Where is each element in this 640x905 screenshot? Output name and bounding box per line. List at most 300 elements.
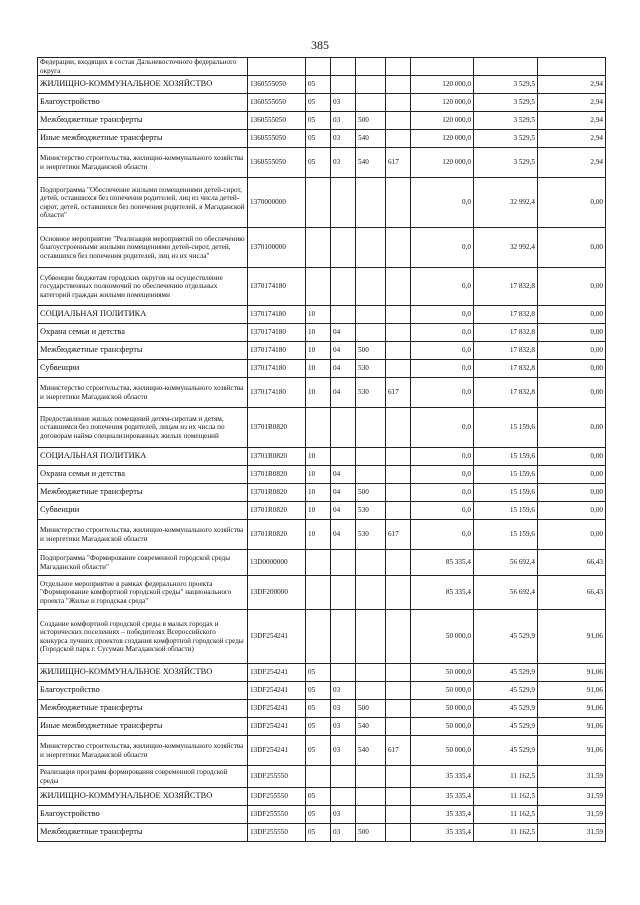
- row-section: 10: [306, 306, 331, 324]
- row-plan: 0,0: [411, 466, 474, 484]
- row-subsection: 04: [331, 378, 356, 408]
- row-subsection: 03: [331, 130, 356, 148]
- row-expense-type: 530: [356, 378, 386, 408]
- row-department: [386, 576, 411, 610]
- row-executed: 11 162,5: [474, 766, 538, 788]
- row-section: [306, 58, 331, 76]
- row-department: 617: [386, 736, 411, 766]
- row-code: 1360555050: [248, 76, 306, 94]
- row-subsection: 03: [331, 700, 356, 718]
- row-expense-type: 540: [356, 718, 386, 736]
- row-code: 13DF254241: [248, 610, 306, 664]
- row-executed: 45 529,9: [474, 682, 538, 700]
- row-name: Министерство строительства, жилищно-коммунального хозяйства и энергетики Магаданской области: [38, 378, 248, 408]
- row-department: [386, 664, 411, 682]
- row-plan: 0,0: [411, 342, 474, 360]
- row-subsection: [331, 788, 356, 806]
- row-executed: 45 529,9: [474, 610, 538, 664]
- row-subsection: [331, 576, 356, 610]
- row-expense-type: [356, 664, 386, 682]
- row-code: 1370100000: [248, 228, 306, 268]
- row-subsection: [331, 664, 356, 682]
- row-percent: 0,00: [538, 484, 606, 502]
- row-subsection: [331, 268, 356, 306]
- row-code: 13DF255550: [248, 806, 306, 824]
- row-percent: 91,06: [538, 610, 606, 664]
- row-name: ЖИЛИЩНО-КОММУНАЛЬНОЕ ХОЗЯЙСТВО: [38, 76, 248, 94]
- table-row: [38, 76, 606, 94]
- row-plan: 0,0: [411, 306, 474, 324]
- row-plan: 35 335,4: [411, 766, 474, 788]
- page-number: 385: [311, 38, 329, 52]
- row-subsection: [331, 306, 356, 324]
- row-percent: 0,00: [538, 378, 606, 408]
- table-row: [38, 360, 606, 378]
- row-plan: 85 335,4: [411, 576, 474, 610]
- row-percent: 0,00: [538, 466, 606, 484]
- row-section: 05: [306, 94, 331, 112]
- row-expense-type: [356, 682, 386, 700]
- row-code: 13DF255550: [248, 766, 306, 788]
- row-subsection: 04: [331, 466, 356, 484]
- row-department: [386, 700, 411, 718]
- row-section: 10: [306, 484, 331, 502]
- row-subsection: [331, 448, 356, 466]
- row-expense-type: [356, 58, 386, 76]
- row-percent: 2,94: [538, 76, 606, 94]
- row-executed: 3 529,5: [474, 112, 538, 130]
- row-section: 05: [306, 130, 331, 148]
- row-department: [386, 408, 411, 448]
- row-expense-type: 500: [356, 700, 386, 718]
- row-department: [386, 130, 411, 148]
- row-section: 10: [306, 502, 331, 520]
- row-department: [386, 788, 411, 806]
- row-subsection: 03: [331, 682, 356, 700]
- row-section: [306, 408, 331, 448]
- row-executed: 17 832,8: [474, 378, 538, 408]
- row-code: 13701R0820: [248, 448, 306, 466]
- row-percent: 2,94: [538, 148, 606, 178]
- row-name: Отдельное мероприятие в рамках федерального проекта "Формирование комфортной городской среды" национального проекта "Жилье и городская среда": [38, 576, 248, 610]
- row-percent: 66,43: [538, 550, 606, 576]
- row-executed: 17 832,8: [474, 306, 538, 324]
- row-percent: 91,06: [538, 736, 606, 766]
- row-department: [386, 58, 411, 76]
- table-row: [38, 824, 606, 842]
- row-plan: 0,0: [411, 378, 474, 408]
- table-row: [38, 484, 606, 502]
- row-subsection: 03: [331, 718, 356, 736]
- row-plan: 0,0: [411, 228, 474, 268]
- row-executed: 15 159,6: [474, 502, 538, 520]
- row-percent: 0,00: [538, 324, 606, 342]
- row-subsection: [331, 228, 356, 268]
- row-percent: 0,00: [538, 268, 606, 306]
- row-name: Межбюджетные трансферты: [38, 112, 248, 130]
- row-name: Федерации, входящих в состав Дальневосточного федерального округа: [38, 58, 248, 76]
- row-name: Охрана семьи и детства: [38, 324, 248, 342]
- row-section: 10: [306, 448, 331, 466]
- row-name: Министерство строительства, жилищно-коммунального хозяйства и энергетики Магаданской области: [38, 736, 248, 766]
- row-section: [306, 268, 331, 306]
- table-row: [38, 324, 606, 342]
- row-expense-type: [356, 306, 386, 324]
- row-percent: 0,00: [538, 520, 606, 550]
- row-code: 1370174180: [248, 324, 306, 342]
- row-plan: 120 000,0: [411, 130, 474, 148]
- row-section: 10: [306, 466, 331, 484]
- row-name: Подпрограмма "Формирование современной городской среды Магаданской области": [38, 550, 248, 576]
- row-percent: 0,00: [538, 360, 606, 378]
- row-plan: 0,0: [411, 520, 474, 550]
- row-code: 13DF255550: [248, 788, 306, 806]
- row-name: ЖИЛИЩНО-КОММУНАЛЬНОЕ ХОЗЯЙСТВО: [38, 664, 248, 682]
- row-percent: 2,94: [538, 94, 606, 112]
- row-executed: 15 159,6: [474, 520, 538, 550]
- row-code: 1370174180: [248, 342, 306, 360]
- row-percent: 91,06: [538, 664, 606, 682]
- row-section: 10: [306, 324, 331, 342]
- table-row: [38, 664, 606, 682]
- row-executed: 45 529,9: [474, 718, 538, 736]
- row-section: 10: [306, 360, 331, 378]
- row-code: [248, 58, 306, 76]
- row-department: [386, 448, 411, 466]
- row-expense-type: 540: [356, 148, 386, 178]
- row-section: [306, 610, 331, 664]
- row-name: Создание комфортной городской среды в малых городах и исторических поселениях – победителях Всероссийского конкурса лучших проектов создания комфортной городской среды (Городской парк г. Сусуман Магаданской области): [38, 610, 248, 664]
- table-row: [38, 378, 606, 408]
- row-plan: 50 000,0: [411, 718, 474, 736]
- row-code: 13701R0820: [248, 484, 306, 502]
- row-code: 1360555050: [248, 130, 306, 148]
- row-plan: 50 000,0: [411, 610, 474, 664]
- row-department: [386, 94, 411, 112]
- row-code: 13D0000000: [248, 550, 306, 576]
- row-name: Субвенции: [38, 360, 248, 378]
- row-department: [386, 342, 411, 360]
- row-executed: 3 529,5: [474, 130, 538, 148]
- row-section: 05: [306, 718, 331, 736]
- row-code: 1370174180: [248, 360, 306, 378]
- row-subsection: [331, 76, 356, 94]
- row-executed: [474, 58, 538, 76]
- row-plan: 0,0: [411, 408, 474, 448]
- row-plan: 120 000,0: [411, 76, 474, 94]
- row-plan: 120 000,0: [411, 148, 474, 178]
- row-section: 05: [306, 112, 331, 130]
- row-percent: 0,00: [538, 502, 606, 520]
- row-executed: 15 159,6: [474, 466, 538, 484]
- row-percent: 31,59: [538, 806, 606, 824]
- row-section: 05: [306, 682, 331, 700]
- row-name: Субвенции бюджетам городских округов на осуществление государственных полномочий по обеспечению отдельных категорий граждан жилыми помещениями: [38, 268, 248, 306]
- row-subsection: 04: [331, 324, 356, 342]
- table-row: [38, 700, 606, 718]
- row-section: 05: [306, 788, 331, 806]
- row-code: 1370000000: [248, 178, 306, 228]
- row-executed: 17 832,8: [474, 342, 538, 360]
- row-plan: 50 000,0: [411, 700, 474, 718]
- table-row: [38, 228, 606, 268]
- row-name: Межбюджетные трансферты: [38, 700, 248, 718]
- row-name: Основное мероприятие "Реализация мероприятий по обеспечению благоустроенными жилыми помещениями детей-сирот, детей, оставшихся без попечения родителей, лиц из их числа": [38, 228, 248, 268]
- row-department: [386, 360, 411, 378]
- table-row: [38, 610, 606, 664]
- row-department: [386, 76, 411, 94]
- row-name: Благоустройство: [38, 94, 248, 112]
- row-expense-type: [356, 324, 386, 342]
- row-subsection: 04: [331, 342, 356, 360]
- row-code: 1370174180: [248, 306, 306, 324]
- row-percent: 91,06: [538, 718, 606, 736]
- row-subsection: 03: [331, 736, 356, 766]
- row-name: Реализация программ формирования современной городской среды: [38, 766, 248, 788]
- row-code: 13701R0820: [248, 466, 306, 484]
- row-expense-type: 500: [356, 824, 386, 842]
- row-section: 10: [306, 520, 331, 550]
- row-section: 05: [306, 736, 331, 766]
- row-plan: [411, 58, 474, 76]
- table-row: [38, 550, 606, 576]
- row-executed: 15 159,6: [474, 484, 538, 502]
- row-plan: 0,0: [411, 324, 474, 342]
- row-department: [386, 766, 411, 788]
- row-section: [306, 550, 331, 576]
- row-section: [306, 766, 331, 788]
- row-section: 05: [306, 148, 331, 178]
- row-expense-type: [356, 76, 386, 94]
- table-row: [38, 58, 606, 76]
- row-expense-type: 500: [356, 112, 386, 130]
- table-row: [38, 342, 606, 360]
- row-expense-type: [356, 94, 386, 112]
- row-percent: 2,94: [538, 112, 606, 130]
- row-expense-type: 540: [356, 736, 386, 766]
- row-executed: 11 162,5: [474, 788, 538, 806]
- row-plan: 35 335,4: [411, 824, 474, 842]
- row-department: [386, 806, 411, 824]
- row-section: 05: [306, 76, 331, 94]
- row-code: 1370174180: [248, 378, 306, 408]
- row-department: 617: [386, 520, 411, 550]
- row-expense-type: [356, 788, 386, 806]
- row-department: [386, 502, 411, 520]
- row-name: Охрана семьи и детства: [38, 466, 248, 484]
- row-executed: 45 529,9: [474, 664, 538, 682]
- row-section: 05: [306, 664, 331, 682]
- row-expense-type: 500: [356, 484, 386, 502]
- row-subsection: 03: [331, 806, 356, 824]
- row-department: [386, 484, 411, 502]
- row-subsection: 04: [331, 520, 356, 550]
- row-executed: 32 992,4: [474, 228, 538, 268]
- row-section: 05: [306, 824, 331, 842]
- row-expense-type: [356, 268, 386, 306]
- row-executed: 3 529,5: [474, 148, 538, 178]
- row-name: СОЦИАЛЬНАЯ ПОЛИТИКА: [38, 306, 248, 324]
- row-plan: 0,0: [411, 484, 474, 502]
- row-subsection: [331, 58, 356, 76]
- row-code: 1360555050: [248, 148, 306, 178]
- row-plan: 120 000,0: [411, 112, 474, 130]
- row-department: 617: [386, 148, 411, 178]
- row-code: 13DF254241: [248, 682, 306, 700]
- row-percent: 91,06: [538, 682, 606, 700]
- row-executed: 17 832,8: [474, 360, 538, 378]
- table-row: [38, 520, 606, 550]
- row-code: 1370174180: [248, 268, 306, 306]
- row-name: Предоставление жилых помещений детям-сиротам и детям, оставшимся без попечения родителей, лицам из их числа по договорам найма специализированных жилых помещений: [38, 408, 248, 448]
- row-expense-type: 530: [356, 520, 386, 550]
- row-plan: 0,0: [411, 268, 474, 306]
- row-expense-type: 540: [356, 130, 386, 148]
- row-department: [386, 824, 411, 842]
- row-percent: 0,00: [538, 408, 606, 448]
- row-plan: 50 000,0: [411, 664, 474, 682]
- row-expense-type: [356, 178, 386, 228]
- row-section: [306, 228, 331, 268]
- row-expense-type: 530: [356, 502, 386, 520]
- table-row: [38, 718, 606, 736]
- row-expense-type: [356, 448, 386, 466]
- row-subsection: [331, 766, 356, 788]
- row-subsection: 03: [331, 148, 356, 178]
- row-name: Межбюджетные трансферты: [38, 484, 248, 502]
- row-plan: 0,0: [411, 502, 474, 520]
- row-name: Министерство строительства, жилищно-коммунального хозяйства и энергетики Магаданской области: [38, 520, 248, 550]
- row-executed: 45 529,9: [474, 736, 538, 766]
- table-row: [38, 178, 606, 228]
- row-subsection: 03: [331, 94, 356, 112]
- row-department: [386, 718, 411, 736]
- row-executed: 15 159,6: [474, 448, 538, 466]
- row-expense-type: 500: [356, 342, 386, 360]
- row-name: ЖИЛИЩНО-КОММУНАЛЬНОЕ ХОЗЯЙСТВО: [38, 788, 248, 806]
- table-row: [38, 466, 606, 484]
- table-row: [38, 306, 606, 324]
- row-code: 13DF200000: [248, 576, 306, 610]
- row-percent: 31,59: [538, 766, 606, 788]
- row-section: 10: [306, 378, 331, 408]
- row-name: СОЦИАЛЬНАЯ ПОЛИТИКА: [38, 448, 248, 466]
- table-body: [38, 58, 606, 842]
- budget-table: [37, 57, 606, 842]
- row-plan: 35 335,4: [411, 788, 474, 806]
- row-name: Межбюджетные трансферты: [38, 824, 248, 842]
- table-row: [38, 112, 606, 130]
- row-plan: 50 000,0: [411, 736, 474, 766]
- row-executed: 15 159,6: [474, 408, 538, 448]
- row-executed: 11 162,5: [474, 824, 538, 842]
- row-expense-type: [356, 806, 386, 824]
- row-section: 05: [306, 700, 331, 718]
- row-executed: 11 162,5: [474, 806, 538, 824]
- row-department: [386, 550, 411, 576]
- row-plan: 0,0: [411, 448, 474, 466]
- row-name: Благоустройство: [38, 682, 248, 700]
- row-section: 05: [306, 806, 331, 824]
- row-expense-type: [356, 766, 386, 788]
- row-percent: 66,43: [538, 576, 606, 610]
- row-subsection: 04: [331, 484, 356, 502]
- row-executed: 56 692,4: [474, 576, 538, 610]
- row-section: [306, 576, 331, 610]
- row-code: 13DF254241: [248, 736, 306, 766]
- row-name: Субвенции: [38, 502, 248, 520]
- table-row: [38, 806, 606, 824]
- row-percent: 31,59: [538, 788, 606, 806]
- row-department: [386, 268, 411, 306]
- row-percent: 31,59: [538, 824, 606, 842]
- row-code: 13701R0820: [248, 408, 306, 448]
- row-code: 1360555050: [248, 112, 306, 130]
- row-executed: 45 529,9: [474, 700, 538, 718]
- row-percent: 0,00: [538, 306, 606, 324]
- row-percent: 0,00: [538, 342, 606, 360]
- table-row: [38, 788, 606, 806]
- row-executed: 17 832,8: [474, 324, 538, 342]
- row-executed: 3 529,5: [474, 76, 538, 94]
- row-plan: 0,0: [411, 360, 474, 378]
- row-expense-type: [356, 576, 386, 610]
- row-department: [386, 112, 411, 130]
- table-row: [38, 130, 606, 148]
- row-subsection: [331, 178, 356, 228]
- row-plan: 35 335,4: [411, 806, 474, 824]
- row-code: 1360555050: [248, 94, 306, 112]
- row-percent: 0,00: [538, 448, 606, 466]
- row-code: 13701R0820: [248, 520, 306, 550]
- table-row: [38, 682, 606, 700]
- row-percent: 2,94: [538, 130, 606, 148]
- row-code: 13DF254241: [248, 664, 306, 682]
- row-subsection: [331, 610, 356, 664]
- row-expense-type: [356, 610, 386, 664]
- row-name: Благоустройство: [38, 806, 248, 824]
- row-percent: 91,06: [538, 700, 606, 718]
- row-expense-type: [356, 228, 386, 268]
- row-expense-type: [356, 466, 386, 484]
- row-name: Подпрограмма "Обеспечение жилыми помещениями детей-сирот, детей, оставшихся без попечения родителей, лиц из числа детей-сирот, детей, оставшихся без попечения родителей, в Магаданской области": [38, 178, 248, 228]
- table-row: [38, 502, 606, 520]
- row-subsection: 03: [331, 112, 356, 130]
- row-expense-type: [356, 408, 386, 448]
- row-percent: 0,00: [538, 178, 606, 228]
- row-expense-type: [356, 550, 386, 576]
- row-percent: 0,00: [538, 228, 606, 268]
- row-section: [306, 178, 331, 228]
- row-plan: 85 335,4: [411, 550, 474, 576]
- row-subsection: 04: [331, 502, 356, 520]
- table-row: [38, 766, 606, 788]
- row-department: [386, 228, 411, 268]
- table-row: [38, 736, 606, 766]
- row-department: [386, 610, 411, 664]
- row-subsection: [331, 408, 356, 448]
- row-name: Межбюджетные трансферты: [38, 342, 248, 360]
- table-row: [38, 408, 606, 448]
- row-code: 13DF255550: [248, 824, 306, 842]
- row-executed: 32 992,4: [474, 178, 538, 228]
- row-department: [386, 324, 411, 342]
- row-executed: 17 832,8: [474, 268, 538, 306]
- row-plan: 120 000,0: [411, 94, 474, 112]
- row-executed: 56 692,4: [474, 550, 538, 576]
- table-row: [38, 268, 606, 306]
- row-department: [386, 682, 411, 700]
